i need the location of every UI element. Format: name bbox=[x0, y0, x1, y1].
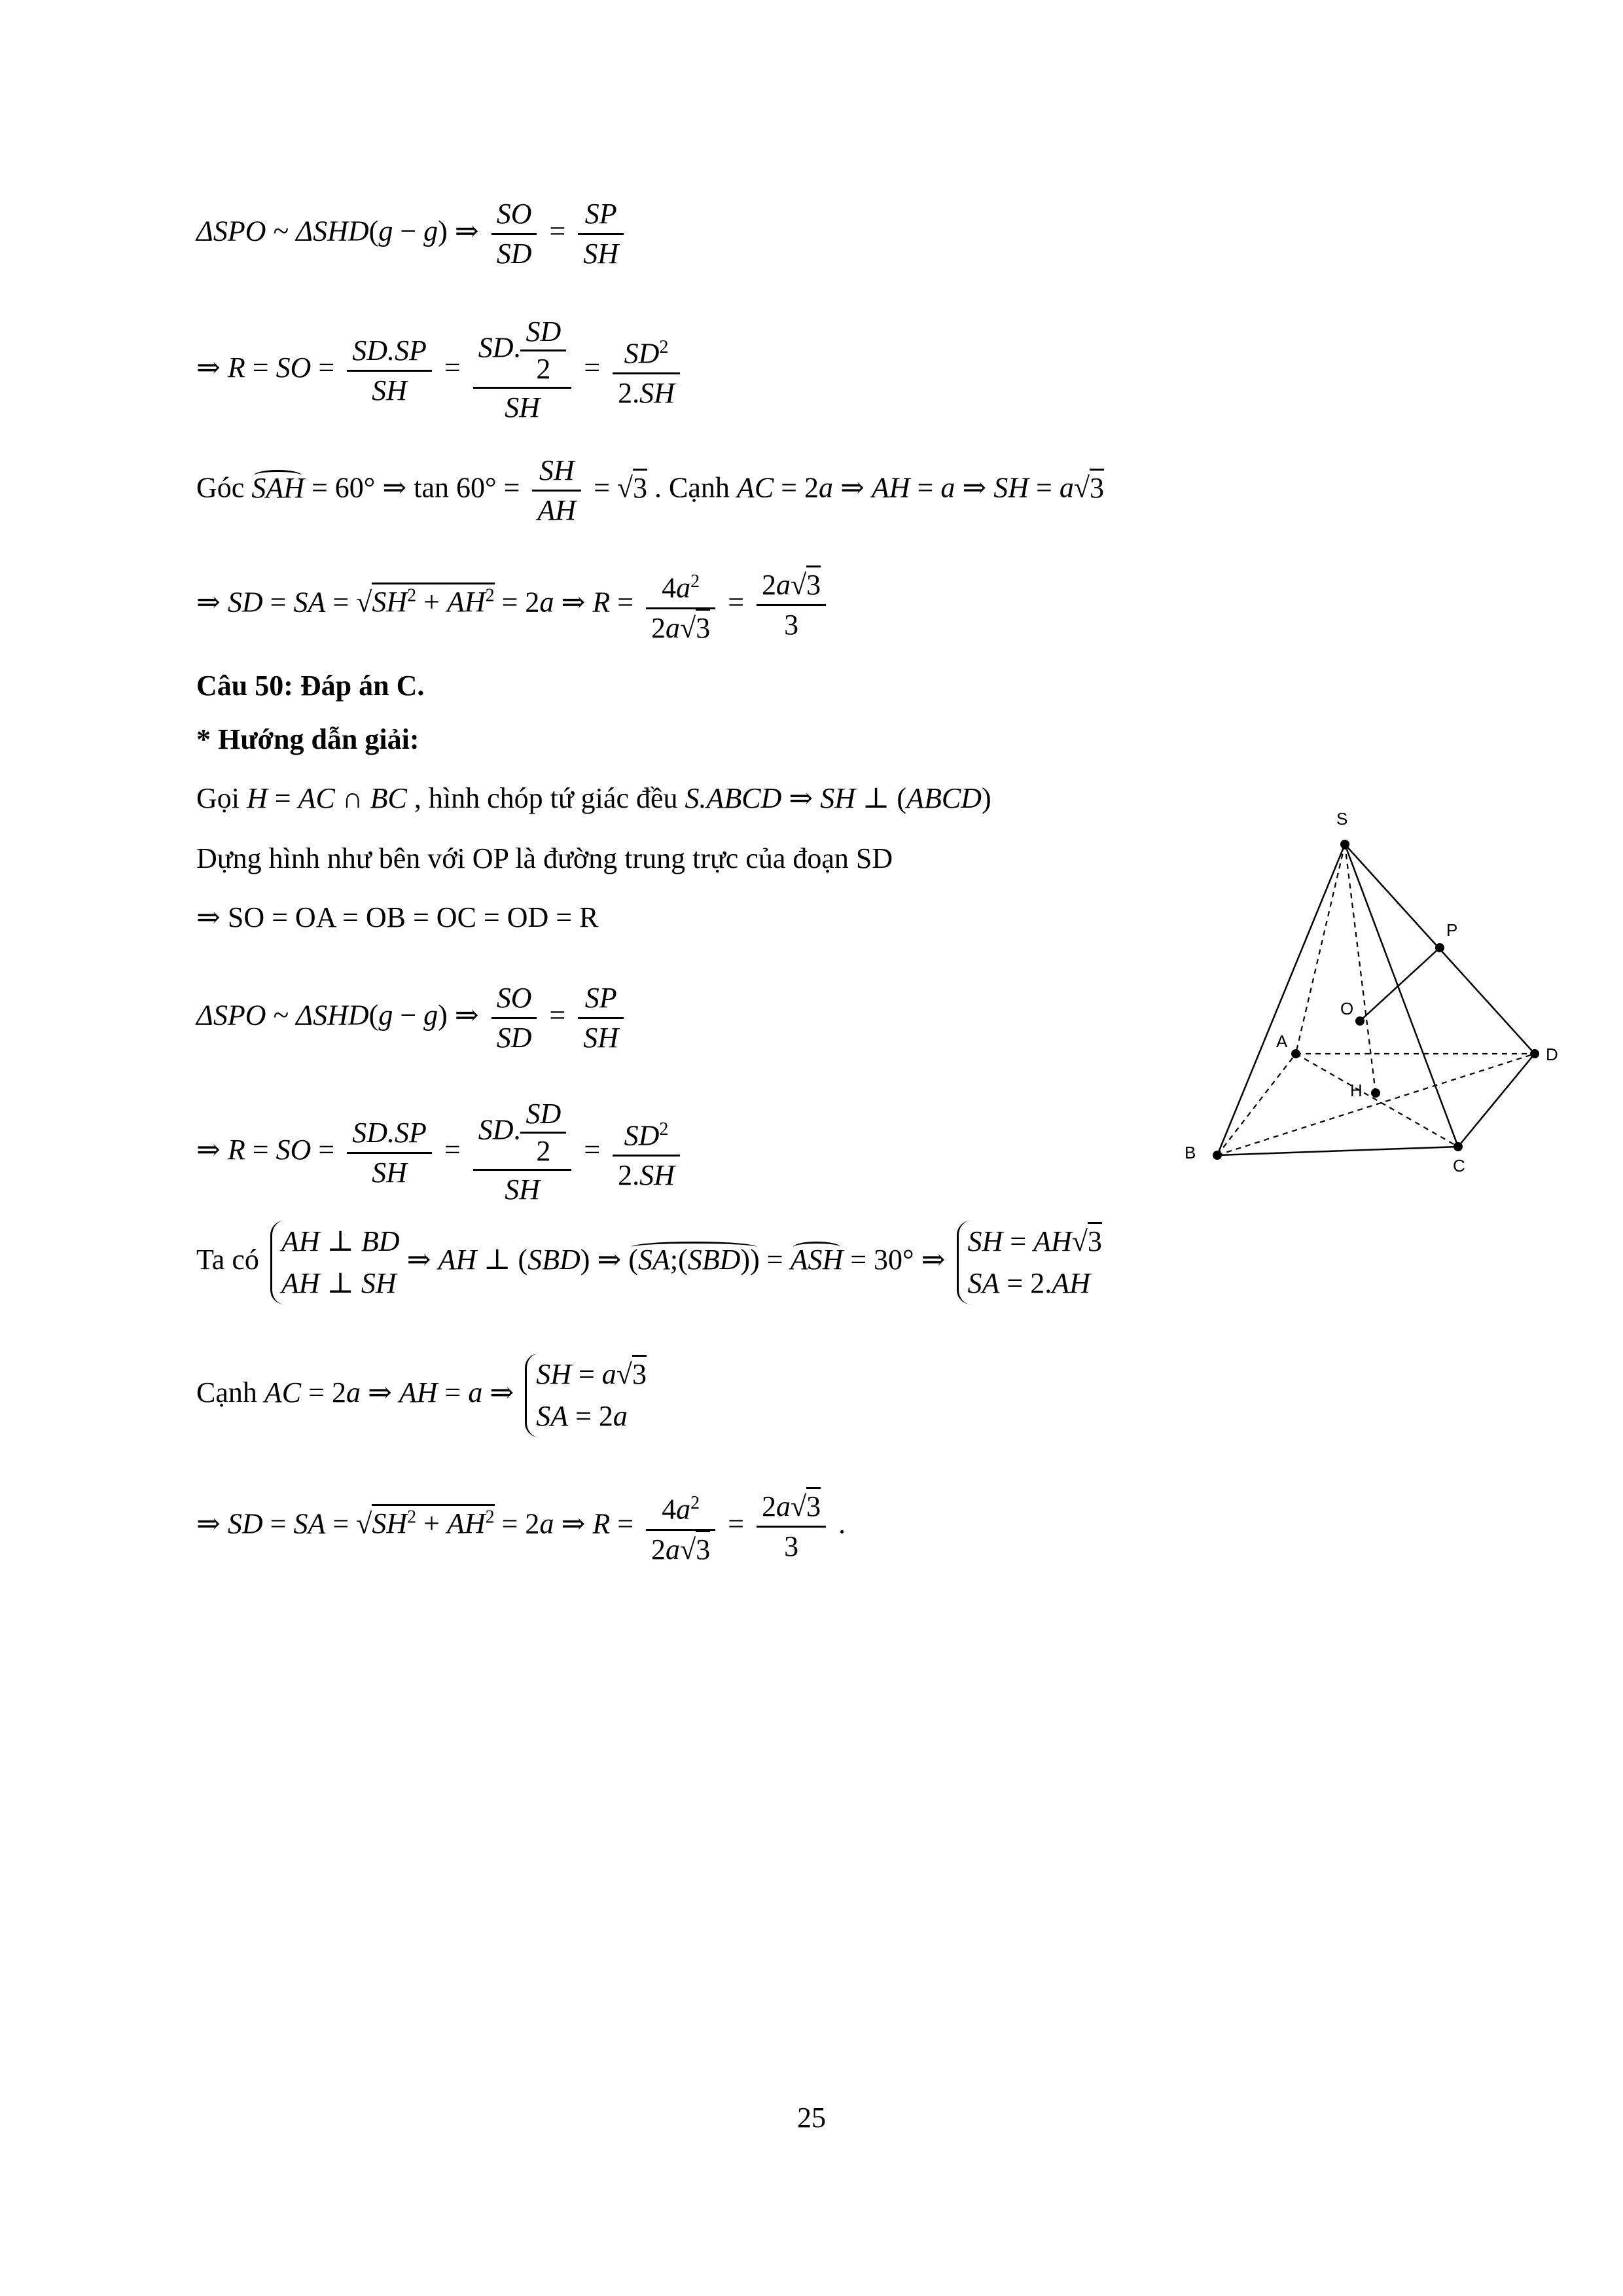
ta-co-label: Ta có bbox=[196, 1244, 259, 1276]
point-b bbox=[1213, 1151, 1222, 1160]
label-b: B bbox=[1185, 1143, 1196, 1162]
label-c: C bbox=[1453, 1156, 1465, 1175]
eq-similar-triangles-1: ΔSPO ~ ΔSHD(g − g) ⇒ $\frac{SO}{SD}$ = $\frac{SP}{SH}$ bbox=[196, 195, 629, 273]
eq-define-h: Gọi H = AC ∩ BC , hình chóp tứ giác đều S.ABCD ⇒ SH ⊥ (ABCD) bbox=[196, 782, 991, 814]
eq-sd-sa-2: ⇒ SD = SA = $√SH^2 + AH^2 = 2a$ ⇒ R = $\frac{4a^2}{2a√3}$ = $\frac{2a√3}{3}$ . bbox=[196, 1484, 846, 1569]
solution-guide-heading: * Hướng dẫn giải: bbox=[196, 723, 419, 755]
canh2-label: Cạnh bbox=[196, 1376, 257, 1409]
point-d bbox=[1530, 1049, 1539, 1058]
point-h bbox=[1371, 1088, 1380, 1098]
final-dot: . bbox=[838, 1507, 846, 1540]
label-p: P bbox=[1446, 920, 1458, 940]
canh-label: Cạnh bbox=[669, 471, 730, 504]
eq-radius-2: ⇒ R = SO = $\frac{SD.SP}{SH}$ = SD. $\frac{SD}{2}$ SH = $\frac{SD^2}{2.SH}$ bbox=[196, 1096, 685, 1209]
point-c bbox=[1454, 1142, 1463, 1151]
point-s bbox=[1340, 840, 1349, 849]
goi-mid-text: , hình chóp tứ giác đều bbox=[414, 782, 678, 814]
label-s: S bbox=[1336, 809, 1348, 829]
eq-sd-sa-1: ⇒ SD = SA = $√SH^2 + AH^2 = 2a$ ⇒ R = $\frac{4a^2}{2a√3}$ = $\frac{2a√3}{3}$ bbox=[196, 563, 831, 647]
construction-text: Dựng hình như bên với OP là đường trung trực của đoạn SD bbox=[196, 842, 893, 874]
eq-radius-1: ⇒ R = SO = $\frac{SD.SP}{SH}$ = SD. $\frac{SD}{2}$ SH = $\frac{SD^2}{2.SH}$ bbox=[196, 314, 685, 427]
label-o: O bbox=[1340, 999, 1354, 1018]
label-a: A bbox=[1276, 1031, 1288, 1051]
goc-label: Góc bbox=[196, 471, 245, 504]
eq-ta-co-system: Ta có AH ⊥ BD AH ⊥ SH ⇒ AH ⊥ (SBD) ⇒ (SA;(SBD)) = ASH = 30° ⇒ SH = AH√3 SA = 2.AH bbox=[196, 1221, 1102, 1304]
question-50-heading: Câu 50: Đáp án C. bbox=[196, 670, 425, 702]
eq-angle-sah: Góc SAH = 60° ⇒ tan 60° = $\frac{SH}{AH}$ = √3 . Cạnh AC = 2a ⇒ AH = a ⇒ SH = a√3 bbox=[196, 452, 1104, 529]
page-number: 25 bbox=[797, 2102, 826, 2134]
pyramid-figure bbox=[1165, 805, 1571, 1185]
point-a bbox=[1291, 1049, 1300, 1058]
eq-similar-triangles-2: ΔSPO ~ ΔSHD(g − g) ⇒ $\frac{SO}{SD}$ = $\frac{SP}{SH}$ bbox=[196, 979, 629, 1057]
point-p bbox=[1435, 943, 1444, 952]
point-o bbox=[1355, 1016, 1364, 1026]
label-d: D bbox=[1546, 1045, 1558, 1064]
label-h: H bbox=[1350, 1081, 1363, 1100]
eq-canh-system: Cạnh AC = 2a ⇒ AH = a ⇒ SH = a√3 SA = 2a bbox=[196, 1354, 647, 1437]
goi-label: Gọi bbox=[196, 782, 240, 814]
so-equal-text: ⇒ SO = OA = OB = OC = OD = R bbox=[196, 901, 599, 933]
